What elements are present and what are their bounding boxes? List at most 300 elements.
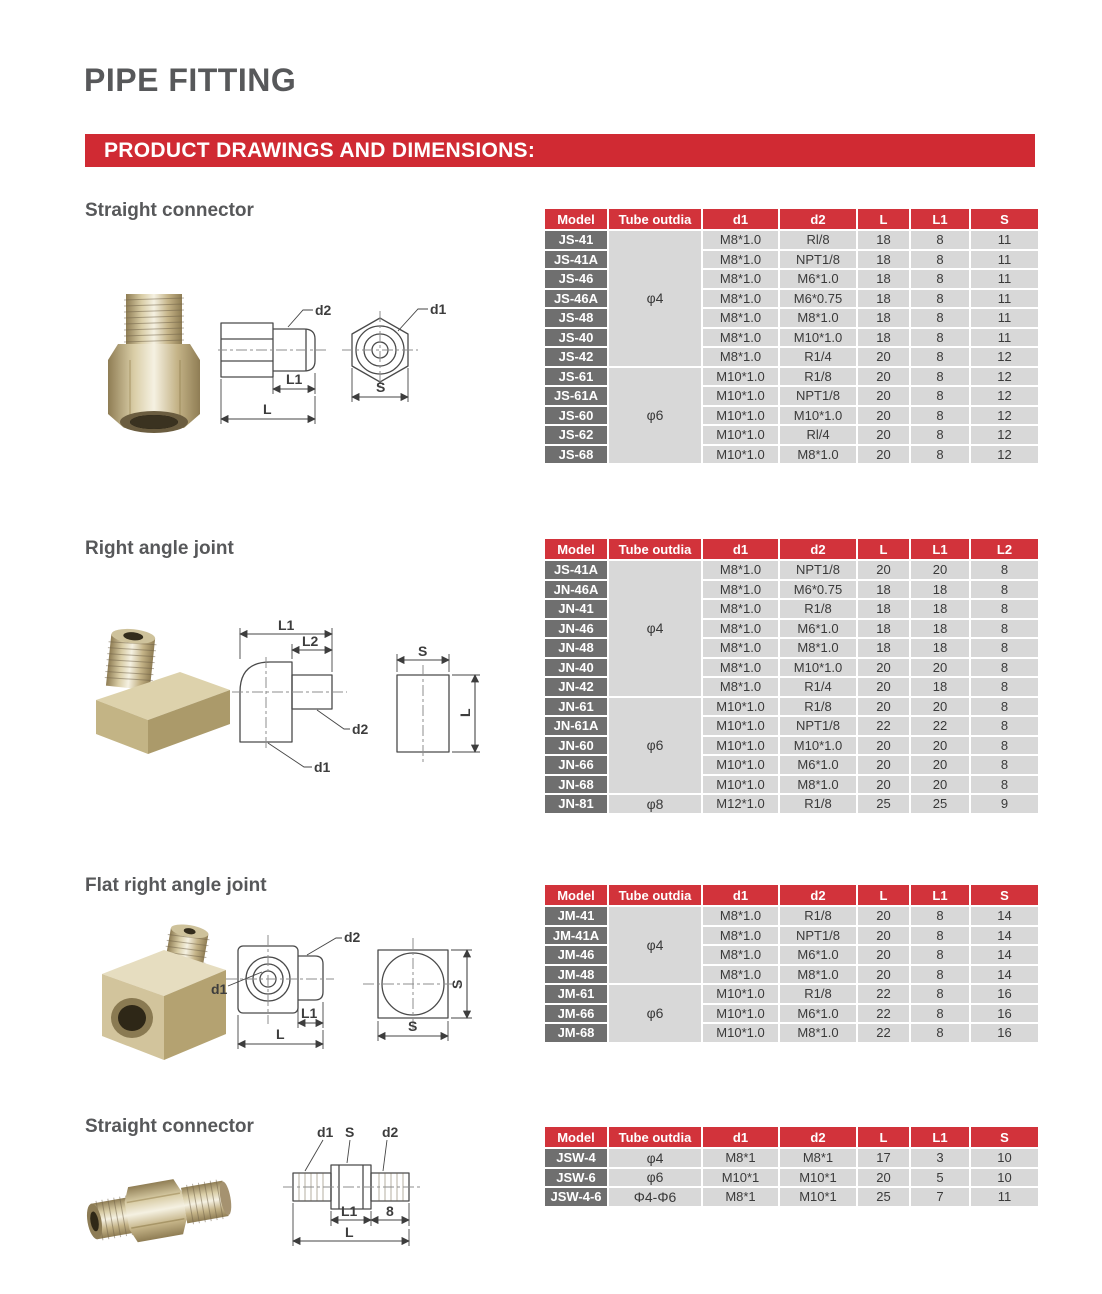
header-cell: d1: [702, 208, 779, 230]
data-cell: 18: [857, 599, 910, 619]
d2-leader: [307, 938, 342, 955]
data-cell: 20: [857, 445, 910, 465]
data-cell: M8*1.0: [702, 619, 779, 639]
model-cell: JS-46: [544, 269, 608, 289]
header-cell: S: [970, 884, 1039, 906]
header-cell: Model: [544, 1126, 608, 1148]
table-row: [544, 1187, 1039, 1207]
table-row: [544, 906, 1039, 926]
model-cell: JN-81: [544, 794, 608, 814]
model-cell: JM-61: [544, 984, 608, 1004]
data-cell: 18: [857, 580, 910, 600]
data-cell: M8*1.0: [779, 308, 857, 328]
model-cell: JN-66: [544, 755, 608, 775]
data-cell: 8: [910, 347, 970, 367]
section-heading-right-angle-joint: Right angle joint: [85, 538, 234, 559]
product-photo-hex-nipple: [84, 1152, 239, 1260]
data-cell: M8*1.0: [779, 1023, 857, 1043]
header-cell: d1: [702, 884, 779, 906]
section-heading-straight-connector-2: Straight connector: [85, 1116, 254, 1137]
data-cell: NPT1/8: [779, 926, 857, 946]
data-cell: 25: [857, 1187, 910, 1207]
data-cell: 20: [857, 658, 910, 678]
data-cell: 20: [857, 406, 910, 426]
header-cell: Tube outdia: [608, 538, 702, 560]
dim-label-d1: d1: [430, 301, 447, 317]
data-cell: 20: [857, 347, 910, 367]
data-cell: 8: [970, 638, 1039, 658]
data-cell: M10*1.0: [779, 658, 857, 678]
data-cell: M10*1.0: [779, 406, 857, 426]
data-cell: M8*1.0: [702, 926, 779, 946]
data-cell: M12*1.0: [702, 794, 779, 814]
data-cell: 20: [857, 560, 910, 580]
data-cell: Rl/8: [779, 230, 857, 250]
model-cell: JM-41: [544, 906, 608, 926]
data-cell: M6*1.0: [779, 1004, 857, 1024]
data-cell: 8: [910, 906, 970, 926]
d1-leader: [398, 309, 428, 331]
data-cell: M10*1: [779, 1168, 857, 1188]
header-cell: d2: [779, 208, 857, 230]
page-title: PIPE FITTING: [84, 62, 297, 98]
spec-table-right-angle-joint: [543, 537, 1040, 815]
data-cell: M6*0.75: [779, 289, 857, 309]
data-cell: M6*1.0: [779, 945, 857, 965]
data-cell: 12: [970, 386, 1039, 406]
data-cell: 20: [857, 386, 910, 406]
spec-table-straight-connector: [543, 207, 1040, 465]
data-cell: M10*1.0: [702, 1023, 779, 1043]
data-cell: R1/8: [779, 697, 857, 717]
table-header-row: [544, 1126, 1039, 1148]
technical-drawing-right-angle-joint: [232, 617, 532, 795]
data-cell: M10*1.0: [702, 1004, 779, 1024]
data-cell: M8*1.0: [702, 269, 779, 289]
dim-label-S: S: [449, 979, 465, 989]
data-cell: M8*1.0: [702, 560, 779, 580]
data-cell: 10: [970, 1168, 1039, 1188]
data-cell: R1/8: [779, 984, 857, 1004]
data-cell: 9: [970, 794, 1039, 814]
data-cell: 20: [910, 775, 970, 795]
photo-chamfer: [108, 344, 200, 360]
technical-drawing-flat-right-angle-joint: [208, 928, 540, 1066]
dim-label-d1: d1: [314, 759, 331, 775]
data-cell: 20: [857, 945, 910, 965]
dim-label-S: S: [408, 1018, 418, 1034]
model-cell: JN-61A: [544, 716, 608, 736]
header-cell: Tube outdia: [608, 208, 702, 230]
data-cell: M8*1.0: [702, 906, 779, 926]
data-cell: 20: [910, 736, 970, 756]
model-cell: JN-60: [544, 736, 608, 756]
data-cell: 22: [857, 716, 910, 736]
d2-leader: [383, 1140, 387, 1171]
model-cell: JN-61: [544, 697, 608, 717]
dim-label-d1: d1: [211, 981, 228, 997]
data-cell: 18: [857, 250, 910, 270]
model-cell: JS-48: [544, 308, 608, 328]
spec-table-flat-right-angle-joint: [543, 883, 1040, 1044]
data-cell: M8*1: [779, 1148, 857, 1168]
data-cell: M8*1.0: [702, 328, 779, 348]
data-cell: 20: [910, 697, 970, 717]
data-cell: 8: [910, 445, 970, 465]
table-header-row: [544, 538, 1039, 560]
data-cell: M6*1.0: [779, 619, 857, 639]
data-cell: 8: [970, 599, 1039, 619]
data-cell: R1/4: [779, 347, 857, 367]
data-cell: 14: [970, 926, 1039, 946]
dim-label-S: S: [418, 643, 428, 659]
tube-outdia-cell: φ6: [608, 984, 702, 1043]
data-cell: 20: [857, 697, 910, 717]
data-cell: 11: [970, 269, 1039, 289]
header-cell: d2: [779, 538, 857, 560]
model-cell: JS-61: [544, 367, 608, 387]
data-cell: R1/8: [779, 794, 857, 814]
data-cell: 18: [857, 619, 910, 639]
tube-outdia-cell: φ6: [608, 1168, 702, 1188]
data-cell: 12: [970, 425, 1039, 445]
section-heading-flat-right-angle-joint: Flat right angle joint: [85, 875, 267, 896]
product-photo-right-angle-joint: [84, 622, 239, 762]
data-cell: 8: [910, 945, 970, 965]
table-row: [544, 984, 1039, 1004]
data-cell: 8: [970, 560, 1039, 580]
tube-outdia-cell: φ8: [608, 794, 702, 814]
data-cell: M8*1.0: [702, 308, 779, 328]
model-cell: JN-46A: [544, 580, 608, 600]
data-cell: M8*1.0: [779, 775, 857, 795]
data-cell: M8*1.0: [702, 677, 779, 697]
tube-outdia-cell: φ4: [608, 906, 702, 984]
data-cell: 18: [910, 599, 970, 619]
header-cell: Model: [544, 538, 608, 560]
header-cell: Tube outdia: [608, 1126, 702, 1148]
data-cell: M10*1: [779, 1187, 857, 1207]
model-cell: JM-68: [544, 1023, 608, 1043]
technical-drawing-straight-connector: [218, 293, 543, 445]
header-cell: S: [970, 208, 1039, 230]
data-cell: R1/8: [779, 906, 857, 926]
data-cell: M10*1.0: [702, 775, 779, 795]
data-cell: M10*1.0: [779, 736, 857, 756]
technical-drawing-hex-nipple: [283, 1123, 565, 1261]
model-cell: JSW-4: [544, 1148, 608, 1168]
data-cell: M10*1.0: [702, 406, 779, 426]
data-cell: 25: [857, 794, 910, 814]
data-cell: M10*1.0: [702, 716, 779, 736]
data-cell: 8: [910, 328, 970, 348]
header-cell: d1: [702, 538, 779, 560]
model-cell: JS-41: [544, 230, 608, 250]
data-cell: 8: [970, 755, 1039, 775]
data-cell: 8: [970, 658, 1039, 678]
data-cell: 8: [910, 367, 970, 387]
data-cell: 20: [857, 755, 910, 775]
data-cell: M8*1.0: [702, 965, 779, 985]
model-cell: JN-40: [544, 658, 608, 678]
data-cell: M6*0.75: [779, 580, 857, 600]
dim-label-L1: L1: [286, 371, 303, 387]
data-cell: M8*1.0: [702, 658, 779, 678]
data-cell: 11: [970, 230, 1039, 250]
data-cell: M6*1.0: [779, 269, 857, 289]
data-cell: 20: [910, 658, 970, 678]
d2-leader: [288, 310, 313, 327]
dim-label-d2: d2: [315, 302, 332, 318]
data-cell: 8: [910, 269, 970, 289]
model-cell: JS-40: [544, 328, 608, 348]
data-cell: 16: [970, 1023, 1039, 1043]
table-header-row: [544, 208, 1039, 230]
dim-label-d2: d2: [382, 1124, 399, 1140]
data-cell: 18: [910, 619, 970, 639]
data-cell: 12: [970, 367, 1039, 387]
photo-thread-stud: [104, 627, 158, 691]
table-row: [544, 794, 1039, 814]
data-cell: M8*1.0: [702, 230, 779, 250]
dim-label-L: L: [276, 1026, 285, 1042]
table-row: [544, 1168, 1039, 1188]
model-cell: JS-68: [544, 445, 608, 465]
header-cell: Model: [544, 884, 608, 906]
data-cell: NPT1/8: [779, 250, 857, 270]
data-cell: M8*1.0: [702, 599, 779, 619]
data-cell: 16: [970, 984, 1039, 1004]
table-row: [544, 1148, 1039, 1168]
data-cell: 8: [970, 580, 1039, 600]
data-cell: 12: [970, 406, 1039, 426]
data-cell: 16: [970, 1004, 1039, 1024]
data-cell: Rl/4: [779, 425, 857, 445]
spec-table-straight-connector-2: [543, 1125, 1040, 1208]
dim-label-S: S: [345, 1124, 355, 1140]
model-cell: JS-42: [544, 347, 608, 367]
model-cell: JM-66: [544, 1004, 608, 1024]
photo-thread-hole: [118, 1005, 146, 1031]
data-cell: 8: [970, 736, 1039, 756]
data-cell: 20: [857, 677, 910, 697]
dim-label-L1: L1: [301, 1005, 318, 1021]
data-cell: M10*1.0: [779, 328, 857, 348]
data-cell: M8*1.0: [702, 580, 779, 600]
header-cell: L2: [970, 538, 1039, 560]
table-row: [544, 230, 1039, 250]
model-cell: JS-46A: [544, 289, 608, 309]
tube-outdia-cell: Φ4-Φ6: [608, 1187, 702, 1207]
photo-thread-top: [126, 294, 182, 346]
data-cell: M8*1.0: [702, 250, 779, 270]
tube-outdia-cell: φ4: [608, 560, 702, 697]
model-cell: JN-46: [544, 619, 608, 639]
data-cell: 12: [970, 347, 1039, 367]
dim-label-L2: L2: [302, 633, 319, 649]
data-cell: M6*1.0: [779, 755, 857, 775]
header-cell: L: [857, 1126, 910, 1148]
data-cell: 14: [970, 945, 1039, 965]
dim-label-8: 8: [386, 1203, 394, 1219]
data-cell: M8*1.0: [779, 965, 857, 985]
table-row: [544, 697, 1039, 717]
data-cell: 11: [970, 289, 1039, 309]
data-cell: R1/4: [779, 677, 857, 697]
data-cell: 8: [910, 406, 970, 426]
data-cell: 8: [910, 1004, 970, 1024]
model-cell: JS-60: [544, 406, 608, 426]
data-cell: 8: [910, 308, 970, 328]
model-cell: JS-41A: [544, 250, 608, 270]
tube-outdia-cell: φ4: [608, 230, 702, 367]
data-cell: 8: [910, 230, 970, 250]
data-cell: 20: [857, 775, 910, 795]
data-cell: M10*1.0: [702, 755, 779, 775]
d1-leader: [268, 743, 312, 767]
photo-nipple: [84, 1170, 235, 1250]
data-cell: M8*1.0: [779, 638, 857, 658]
data-cell: 8: [910, 1023, 970, 1043]
header-cell: L1: [910, 538, 970, 560]
model-cell: JN-41: [544, 599, 608, 619]
data-cell: 20: [857, 1168, 910, 1188]
model-cell: JSW-4-6: [544, 1187, 608, 1207]
data-cell: 22: [857, 1004, 910, 1024]
data-cell: 18: [910, 580, 970, 600]
front-view-thread-nub: [298, 956, 323, 1000]
data-cell: M10*1.0: [702, 386, 779, 406]
photo-thread-hole: [130, 415, 178, 429]
data-cell: 20: [857, 965, 910, 985]
data-cell: 18: [857, 308, 910, 328]
dim-label-S: S: [376, 379, 386, 395]
data-cell: 8: [910, 984, 970, 1004]
tube-outdia-cell: φ6: [608, 697, 702, 795]
data-cell: 18: [857, 638, 910, 658]
header-cell: d2: [779, 1126, 857, 1148]
dim-label-d1: d1: [317, 1124, 334, 1140]
data-cell: 20: [857, 425, 910, 445]
data-cell: NPT1/8: [779, 560, 857, 580]
data-cell: 20: [857, 736, 910, 756]
data-cell: M10*1.0: [702, 367, 779, 387]
data-cell: 14: [970, 906, 1039, 926]
header-cell: L: [857, 208, 910, 230]
data-cell: 11: [970, 308, 1039, 328]
data-cell: 7: [910, 1187, 970, 1207]
data-cell: 11: [970, 328, 1039, 348]
data-cell: 8: [910, 250, 970, 270]
data-cell: M10*1.0: [702, 697, 779, 717]
model-cell: JN-48: [544, 638, 608, 658]
dim-label-L: L: [457, 708, 473, 717]
data-cell: 11: [970, 250, 1039, 270]
data-cell: 8: [910, 926, 970, 946]
data-cell: 20: [857, 906, 910, 926]
header-cell: d2: [779, 884, 857, 906]
data-cell: 8: [970, 716, 1039, 736]
data-cell: 8: [910, 386, 970, 406]
model-cell: JSW-6: [544, 1168, 608, 1188]
header-cell: Tube outdia: [608, 884, 702, 906]
dim-label-L1: L1: [341, 1203, 358, 1219]
data-cell: 22: [857, 984, 910, 1004]
data-cell: M8*1.0: [702, 945, 779, 965]
data-cell: 17: [857, 1148, 910, 1168]
section-heading-straight-connector: Straight connector: [85, 200, 254, 221]
header-cell: L1: [910, 884, 970, 906]
S-leader: [347, 1140, 350, 1163]
table-header-row: [544, 884, 1039, 906]
header-cell: L: [857, 538, 910, 560]
data-cell: 20: [857, 367, 910, 387]
header-cell: S: [970, 1126, 1039, 1148]
data-cell: 8: [970, 697, 1039, 717]
data-cell: 12: [970, 445, 1039, 465]
data-cell: 8: [970, 677, 1039, 697]
data-cell: 8: [910, 965, 970, 985]
header-cell: Model: [544, 208, 608, 230]
dim-label-L: L: [263, 401, 272, 417]
data-cell: 18: [910, 677, 970, 697]
tube-outdia-cell: φ6: [608, 367, 702, 465]
data-cell: 20: [857, 926, 910, 946]
data-cell: 5: [910, 1168, 970, 1188]
data-cell: 20: [910, 755, 970, 775]
data-cell: R1/8: [779, 367, 857, 387]
model-cell: JS-41A: [544, 560, 608, 580]
d2-leader: [317, 710, 350, 729]
dim-label-L1: L1: [278, 617, 295, 633]
data-cell: M10*1: [702, 1168, 779, 1188]
table-row: [544, 367, 1039, 387]
data-cell: M10*1.0: [702, 736, 779, 756]
data-cell: M8*1: [702, 1148, 779, 1168]
data-cell: 3: [910, 1148, 970, 1168]
data-cell: 8: [970, 619, 1039, 639]
model-cell: JM-41A: [544, 926, 608, 946]
data-cell: M8*1.0: [702, 347, 779, 367]
banner-text: PRODUCT DRAWINGS AND DIMENSIONS:: [104, 139, 536, 162]
data-cell: 8: [970, 775, 1039, 795]
data-cell: M10*1.0: [702, 425, 779, 445]
table-row: [544, 560, 1039, 580]
data-cell: 25: [910, 794, 970, 814]
data-cell: 18: [857, 289, 910, 309]
dim-label-d2: d2: [352, 721, 369, 737]
data-cell: M10*1.0: [702, 445, 779, 465]
data-cell: 11: [970, 1187, 1039, 1207]
data-cell: 14: [970, 965, 1039, 985]
data-cell: 18: [910, 638, 970, 658]
data-cell: NPT1/8: [779, 386, 857, 406]
header-cell: L1: [910, 208, 970, 230]
section-banner: [85, 134, 1035, 167]
data-cell: M10*1.0: [702, 984, 779, 1004]
model-cell: JM-48: [544, 965, 608, 985]
model-cell: JN-68: [544, 775, 608, 795]
model-cell: JN-42: [544, 677, 608, 697]
d1-leader: [305, 1140, 323, 1171]
data-cell: R1/8: [779, 599, 857, 619]
product-photo-straight-connector: [88, 286, 218, 436]
header-cell: d1: [702, 1126, 779, 1148]
tube-outdia-cell: φ4: [608, 1148, 702, 1168]
data-cell: M8*1.0: [702, 638, 779, 658]
data-cell: M8*1.0: [702, 289, 779, 309]
header-cell: L1: [910, 1126, 970, 1148]
